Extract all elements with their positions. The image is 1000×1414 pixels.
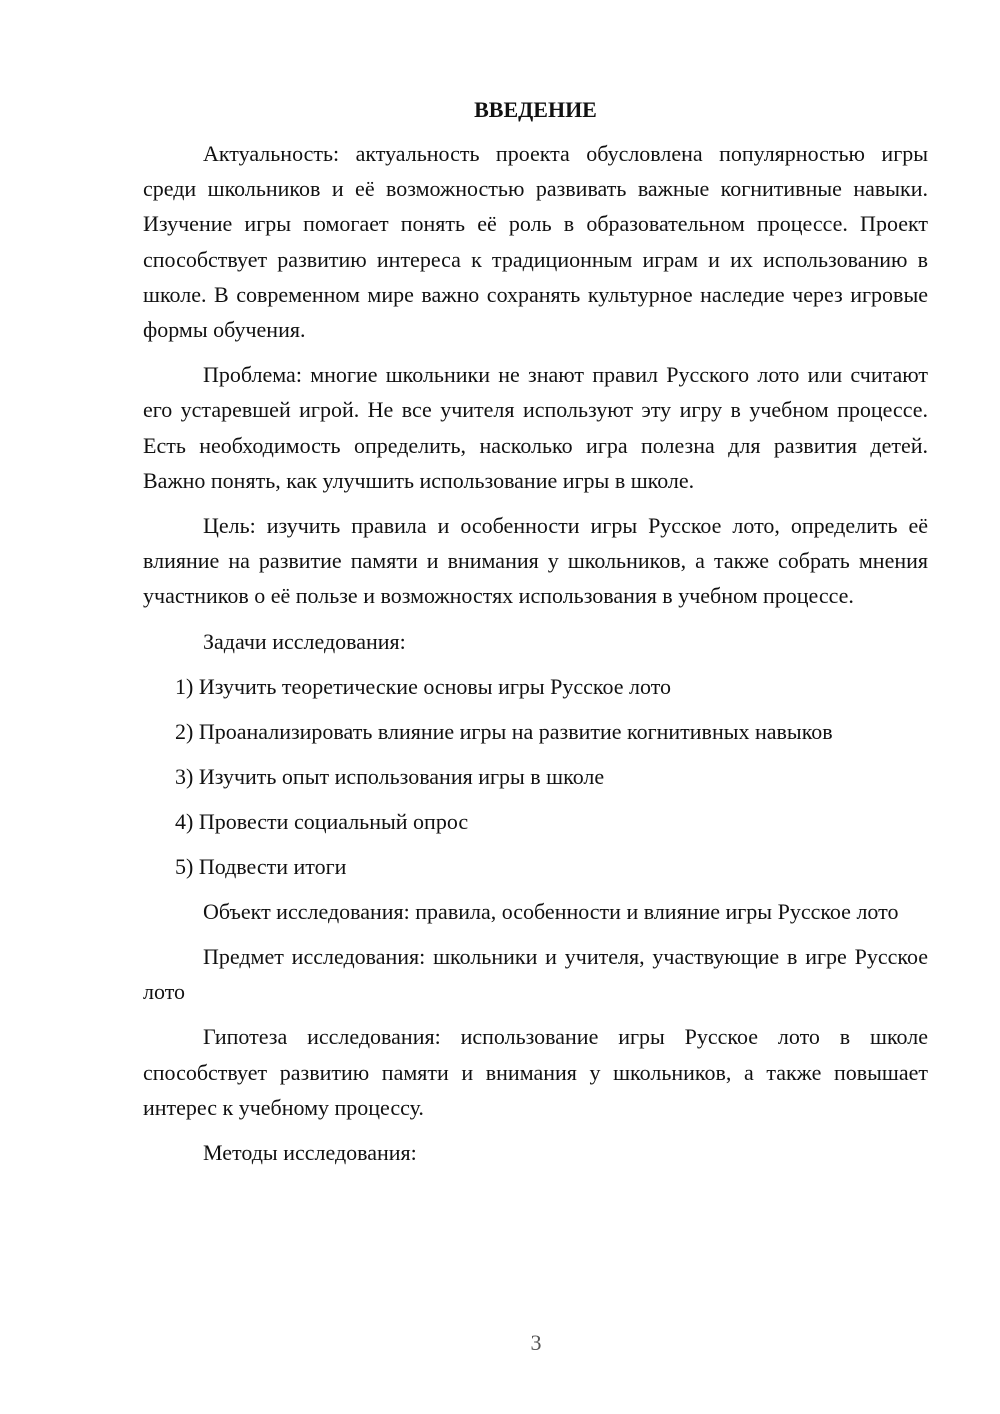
goal-paragraph: Цель: изучить правила и особенности игры Русское лото, определить её влияние на развитие памяти и внимания у школьников, а также собрать мнения участников о её пользе и возможностях использования в учебном процессе. [143, 513, 928, 609]
hypothesis-paragraph: Гипотеза исследования: использование игры Русское лото в школе способствует развитию памяти и внимания у школьников, а также повышает интерес к учебному процессу. [143, 1024, 928, 1120]
page-title: ВВЕДЕНИЕ [474, 97, 597, 122]
task-item-1: 1) Изучить теоретические основы игры Русское лото [175, 673, 672, 699]
task-item-5: 5) Подвести итоги [175, 853, 347, 879]
object-paragraph: Объект исследования: правила, особенности и влияние игры Русское лото [203, 898, 899, 924]
methods-title: Методы исследования: [203, 1140, 417, 1166]
task-item-2: 2) Проанализировать влияние игры на развитие когнитивных навыков [175, 718, 833, 744]
problem-paragraph: Проблема: многие школьники не знают правил Русского лото или считают его устаревшей игрой. Не все учителя используют эту игру в учебном процессе. Есть необходимость определить, насколько игра полезна для развития детей. Важно понять, как улучшить использование игры в школе. [143, 362, 928, 493]
tasks-title: Задачи исследования: [203, 628, 406, 654]
task-item-4: 4) Провести социальный опрос [175, 808, 469, 834]
relevance-paragraph: Актуальность: актуальность проекта обусловлена популярностью игры среди школьников и её возможностью развивать важные когнитивные навыки. Изучение игры помогает понять её роль в образовательном процессе. Проект способствует развитию интереса к традиционным играм и их использованию в школе. В современном мире важно сохранять культурное наследие через игровые формы обучения. [143, 141, 928, 343]
document-page [143, 94, 928, 1180]
subject-paragraph: Предмет исследования: школьники и учителя, участвующие в игре Русское лото [143, 944, 928, 1005]
page-number: 3 [530, 1330, 542, 1355]
task-item-3: 3) Изучить опыт использования игры в школе [175, 763, 605, 789]
